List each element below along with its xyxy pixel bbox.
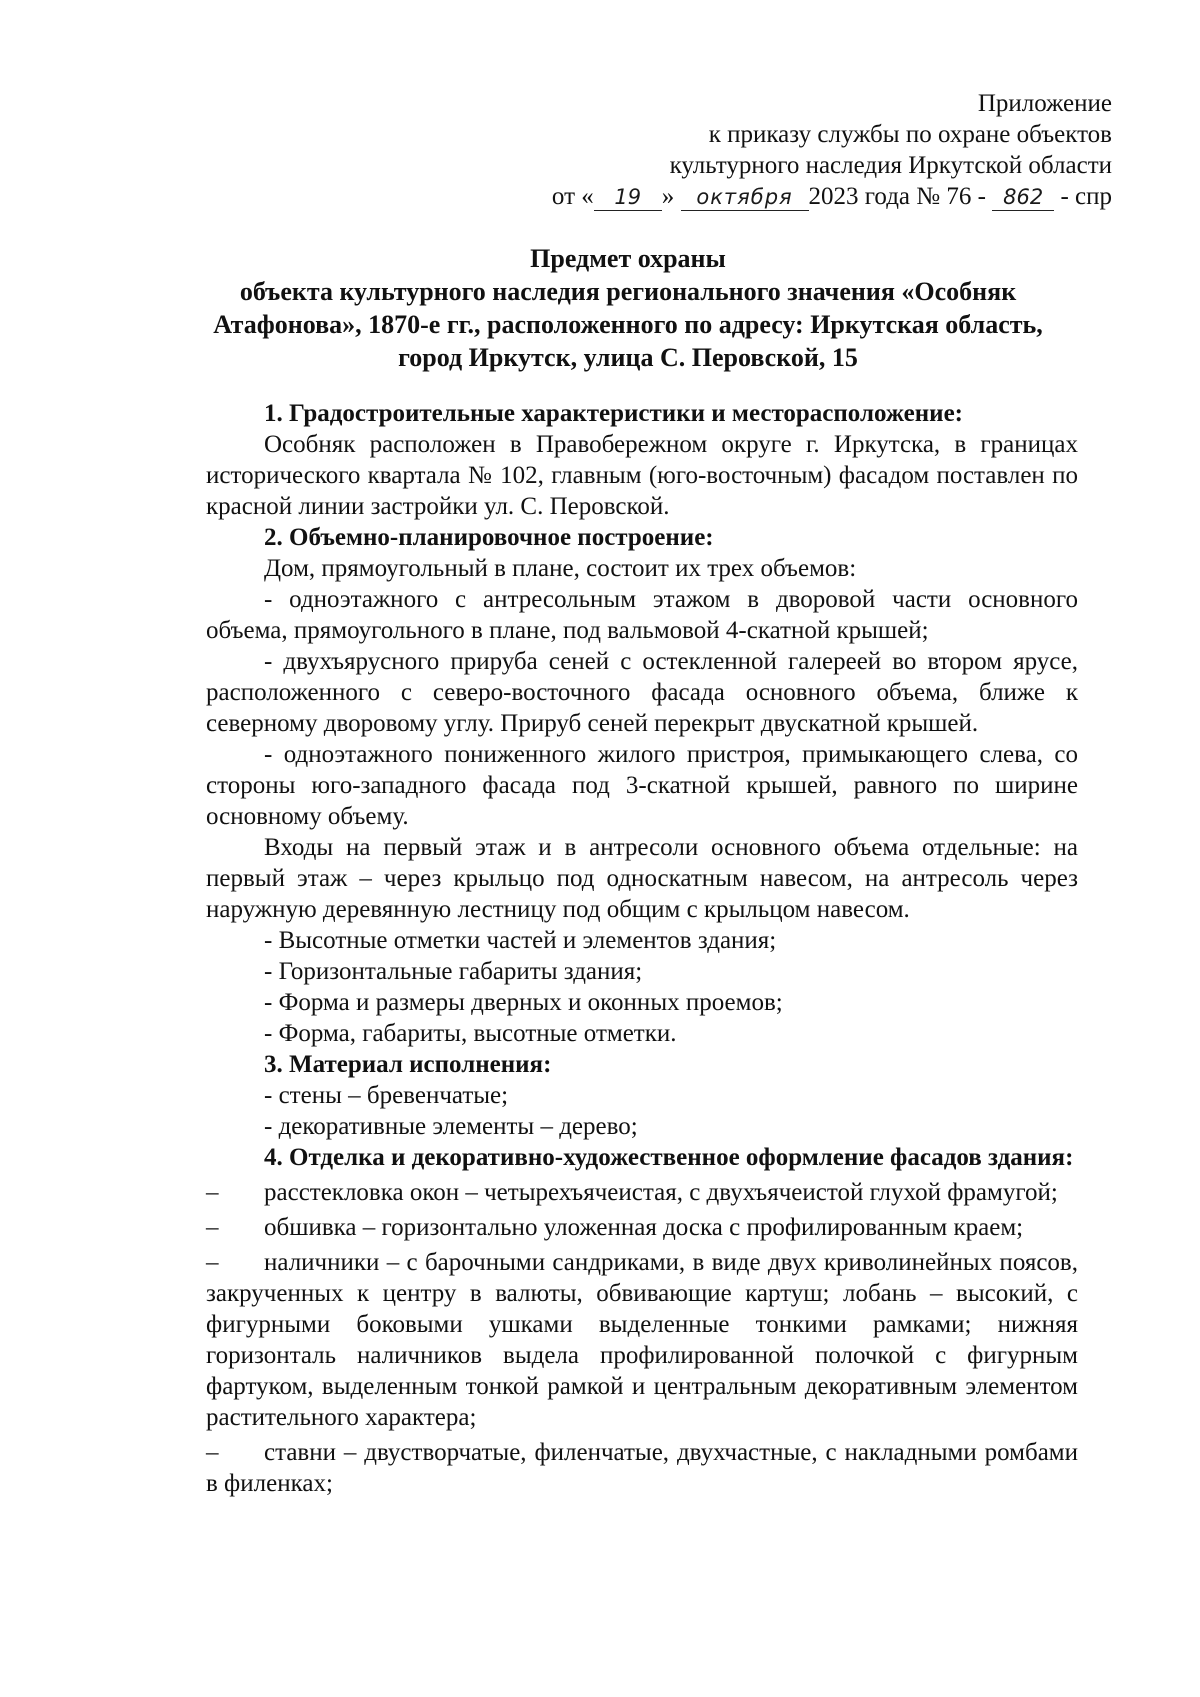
dash-marker: –: [206, 1179, 219, 1206]
title-line-2: объекта культурного наследия регионального значения «Особняк: [239, 277, 1017, 306]
handwritten-month: октября: [681, 184, 809, 211]
order-date-line: [412, 181, 1112, 212]
section-4-item-2-text: обшивка – горизонтально уложенная доска с профилированным краем;: [264, 1214, 1024, 1241]
section-4-item-1-text: расстекловка окон – четырехъячеистая, с двухъячеистой глухой фрамугой;: [264, 1179, 1058, 1206]
document-body: [206, 398, 1078, 1503]
quote-close: »: [661, 183, 675, 210]
section-3-heading: 3. Материал исполнения:: [264, 1051, 552, 1078]
section-4-item-4: [206, 1437, 1078, 1499]
section-1-heading: 1. Градостроительные характеристики и месторасположение:: [264, 400, 963, 427]
dash-marker: –: [206, 1439, 219, 1466]
section-2-item-1: - одноэтажного с антресольным этажом в дворовой части основного объема, прямоугольного в плане, под вальмовой 4-скатной крышей;: [206, 586, 1078, 644]
section-2-list-4: - Форма, габариты, высотные отметки.: [264, 1020, 677, 1047]
dash-marker: –: [206, 1249, 219, 1276]
section-4-heading: 4. Отделка и декоративно-художественное оформление фасадов здания:: [264, 1144, 1074, 1171]
handwritten-order-number: 862: [992, 184, 1054, 211]
section-2-item-2: - двухъярусного прируба сеней с остекленной галереей во втором ярусе, расположенного с северо-восточного фасада основного объема, ближе к северному дворовому углу. Прируб сеней перекрыт двускатной крышей.: [206, 648, 1078, 737]
appendix-header: [412, 88, 1112, 212]
section-4-item-3-text: наличники – с барочными сандриками, в виде двух криволинейных поясов, закрученных к центру в валюты, обвивающие картуш; лобань – высокий, с фигурными боковыми ушками выделенные тонкими рамками; нижняя горизонталь наличников выдела профилированной полочкой с фигурным фартуком, выделенным тонкой рамкой и центральным декоративным элементом растительного характера;: [206, 1249, 1078, 1431]
title-line-1: Предмет охраны: [530, 244, 726, 273]
section-4-item-2: [206, 1212, 1078, 1243]
section-4-item-4-text: ставни – двустворчатые, филенчатые, двухчастные, с накладными ромбами в филенках;: [206, 1439, 1078, 1497]
section-2-item-3: - одноэтажного пониженного жилого пристроя, примыкающего слева, со стороны юго-западного фасада под 3-скатной крышей, равного по ширине основному объему.: [206, 741, 1078, 830]
document-title: [190, 242, 1066, 374]
authority-name: культурного наследия Иркутской области: [669, 152, 1112, 179]
title-line-4: город Иркутск, улица С. Перовской, 15: [398, 343, 858, 372]
section-3-item-1: - стены – бревенчатые;: [264, 1082, 509, 1109]
section-2-list-2: - Горизонтальные габариты здания;: [264, 958, 643, 985]
section-2-intro: Дом, прямоугольный в плане, состоит их трех объемов:: [264, 555, 857, 582]
section-2-heading: 2. Объемно-планировочное построение:: [264, 524, 714, 551]
section-4-item-1: [206, 1177, 1078, 1208]
section-2-list-1: - Высотные отметки частей и элементов здания;: [264, 927, 777, 954]
handwritten-day: 19: [594, 184, 662, 211]
date-prefix: от «: [551, 183, 594, 210]
year-text: 2023 года № 76 -: [808, 183, 986, 210]
section-4-item-3: [206, 1247, 1078, 1433]
appendix-label: Приложение: [977, 90, 1112, 117]
section-1-text: Особняк расположен в Правобережном округе г. Иркутска, в границах исторического квартала № 102, главным (юго-восточным) фасадом поставлен по красной линии застройки ул. С. Перовской.: [206, 431, 1078, 520]
dash-marker: –: [206, 1214, 219, 1241]
section-2-list-3: - Форма и размеры дверных и оконных проемов;: [264, 989, 783, 1016]
section-2-entrances: Входы на первый этаж и в антресоли основного объема отдельные: на первый этаж – через крыльцо под односкатным навесом, на антресоль через наружную деревянную лестницу под общим с крыльцом навесом.: [206, 834, 1078, 923]
order-reference: к приказу службы по охране объектов: [708, 121, 1112, 148]
title-line-3: Атафонова», 1870-е гг., расположенного по адресу: Иркутская область,: [213, 310, 1043, 339]
order-suffix: - спр: [1060, 183, 1112, 210]
section-3-item-2: - декоративные элементы – дерево;: [264, 1113, 638, 1140]
